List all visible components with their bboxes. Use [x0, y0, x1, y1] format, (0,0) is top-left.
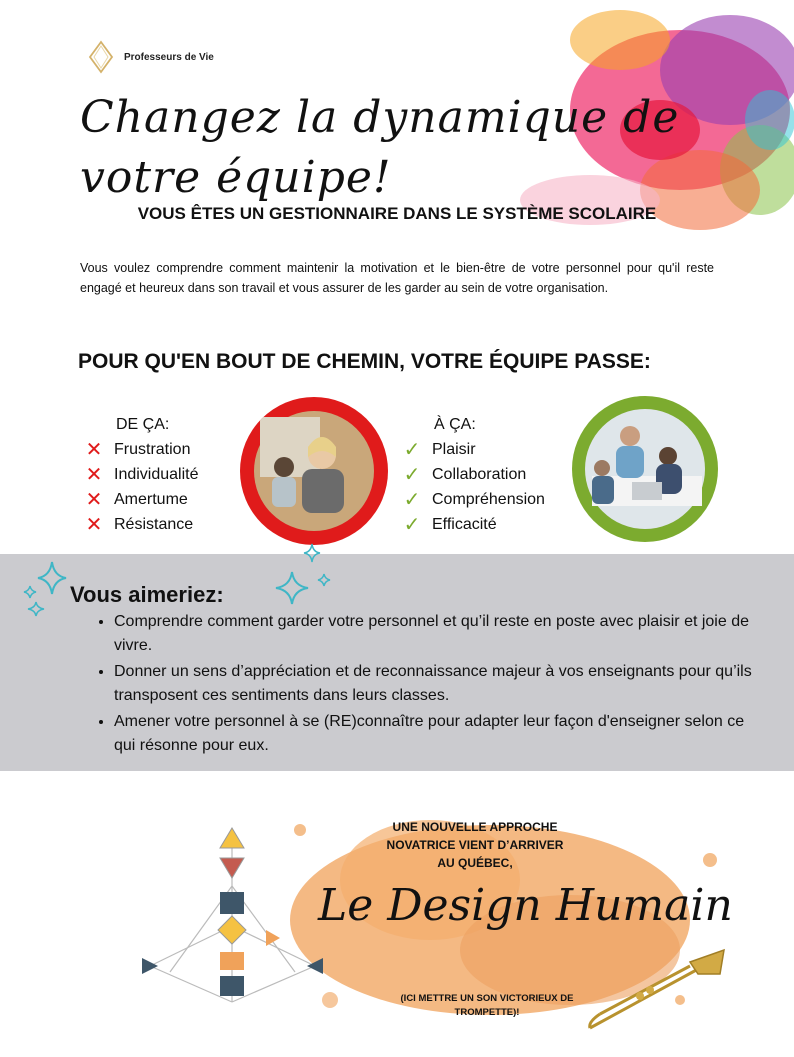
red-cross-icon: ✕: [85, 463, 103, 486]
list-item: ✓ Compréhension: [400, 487, 545, 512]
to-label: À ÇA:: [434, 416, 476, 433]
transition-heading: POUR QU'EN BOUT DE CHEMIN, VOTRE ÉQUIPE PASSE:: [78, 350, 651, 373]
green-check-icon: ✓: [403, 513, 421, 536]
list-item: ✓ Efficacité: [400, 512, 545, 537]
sparkle-icon: [270, 542, 340, 612]
announcement-text: UNE NOUVELLE APPROCHE NOVATRICE VIENT D’ARRIVER AU QUÉBEC,: [386, 820, 564, 870]
benefits-heading: Vous aimeriez:: [70, 582, 224, 607]
trumpet-note: (ICI METTRE UN SON VICTORIEUX DE TROMPETTE)!: [400, 993, 574, 1018]
list-item: • Donner un sens d’appréciation et de reconnaissance majeur à vos enseignants pour qu’ils transposent ces sentiments dans leurs classes.: [114, 660, 764, 708]
list-item: ✓ Plaisir: [400, 437, 545, 462]
from-column: [82, 416, 199, 537]
page-subtitle: VOUS ÊTES UN GESTIONNAIRE DANS LE SYSTÈME SCOLAIRE: [137, 204, 657, 223]
green-check-icon: ✓: [403, 463, 421, 486]
design-humain-title: Le Design Humain: [318, 880, 733, 931]
to-column: [400, 416, 545, 537]
list-item: ✕ Frustration: [82, 437, 199, 462]
bodygraph-icon: [140, 826, 325, 1012]
page-title: Changez la dynamique de votre équipe!: [80, 92, 680, 203]
list-item: ✕ Résistance: [82, 512, 199, 537]
trumpet-icon: [580, 948, 726, 1034]
brand-name: Professeurs de Vie: [124, 51, 214, 63]
collaborating-team-photo: [572, 396, 718, 542]
red-cross-icon: ✕: [85, 438, 103, 461]
red-cross-icon: ✕: [85, 488, 103, 511]
stressed-team-photo: [240, 397, 388, 545]
green-check-icon: ✓: [403, 488, 421, 511]
benefits-list: [92, 610, 764, 760]
red-cross-icon: ✕: [85, 513, 103, 536]
brand: [88, 40, 214, 74]
list-item: • Comprendre comment garder votre personnel et qu’il reste en poste avec plaisir et joie de vivre.: [114, 610, 764, 658]
from-label: DE ÇA:: [116, 416, 170, 433]
intro-paragraph: Vous voulez comprendre comment maintenir la motivation et le bien-être de votre personnel pour qu'il reste engagé et heureux dans son travail et vous assurer de les garder au sein de votre organisation.: [80, 261, 714, 295]
list-item: • Amener votre personnel à se (RE)connaître pour adapter leur façon d'enseigner selon ce qui résonne pour eux.: [114, 710, 764, 758]
diamond-logo-icon: [88, 40, 114, 74]
green-check-icon: ✓: [403, 438, 421, 461]
list-item: ✕ Individualité: [82, 462, 199, 487]
list-item: ✓ Collaboration: [400, 462, 545, 487]
list-item: ✕ Amertume: [82, 487, 199, 512]
